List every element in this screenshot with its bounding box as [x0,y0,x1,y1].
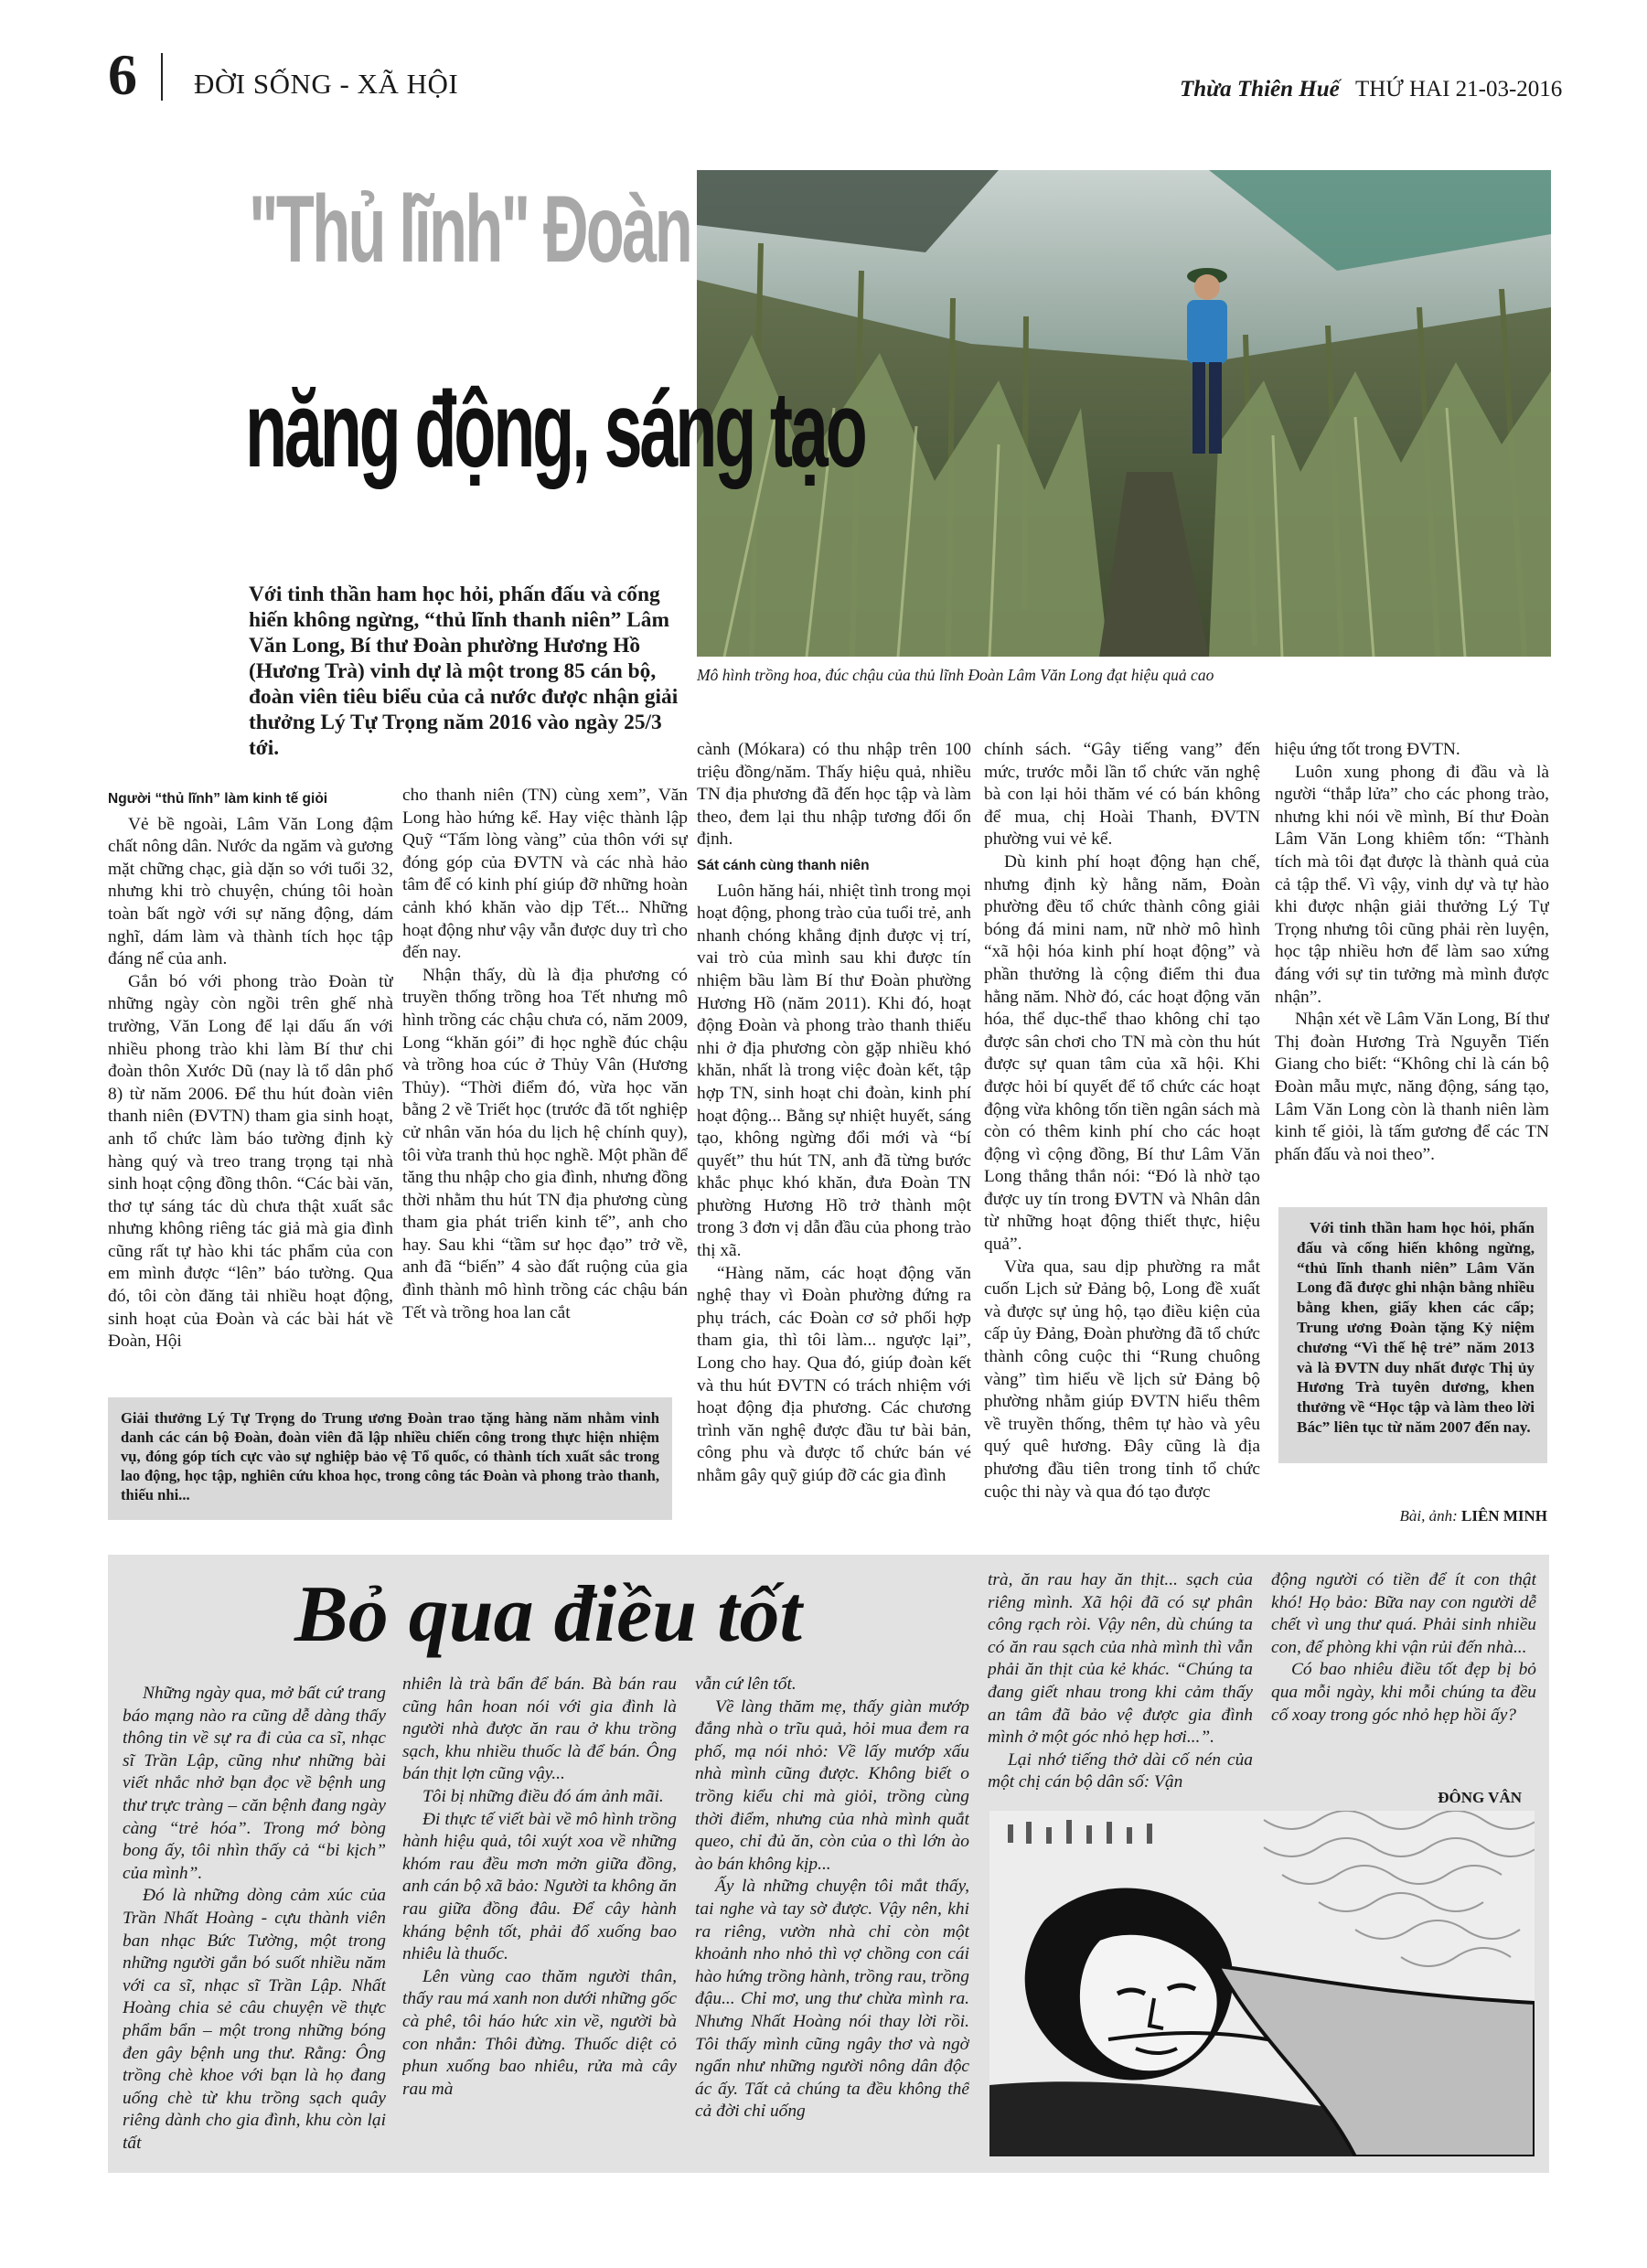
header-divider [161,53,163,101]
award-box [108,1397,672,1520]
award-text: Giải thưởng Lý Tự Trọng do Trung ương Đoàn trao tặng hàng năm nhằm vinh danh các cán bộ Đoàn, đoàn viên đã lập nhiều chiến công trong thực hiện nhiệm vụ, đóng góp tích cực vào sự nghiệp bảo vệ Tổ quốc, có thành tích xuất sắc trong lao động, học tập, nghiên cứu khoa học, trong công tác Đoàn và phong trào thanh, thiếu nhi... [121,1409,659,1503]
article-title-line2: năng động, sáng tạo [245,369,865,490]
paragraph: vẫn cứ lên tốt. [695,1674,797,1694]
paragraph: cành (Mókara) có thu nhập trên 100 triệu đồng/năm. Thấy hiệu quả, nhiều TN địa phương đã đến học tập và làm theo, đem lại thu nhập tương đối ổn định. [697,740,971,850]
article2-byline: ĐÔNG VÂN [1438,1789,1522,1806]
article-lead: Với tinh thần ham học hỏi, phấn đấu và cống hiến không ngừng, “thủ lĩnh thanh niên” Lâm Văn Long, Bí thư Đoàn phường Hương Hồ (Hương Trà) vinh dự là một trong 85 cán bộ, đoàn viên tiêu biểu của cả nước được nhận giải thưởng Lý Tự Trọng năm 2016 vào ngày 25/3 tới. [249,583,679,760]
paragraph: Ấy là những chuyện tôi mắt thấy, tai nghe và tay sờ được. Vậy nên, khi ra riêng, vườn nhà chỉ còn một khoảnh nho nhỏ thì vợ chồng con cái hào hứng trồng hành, trồng rau, trồng đậu... Chỉ mơ, ung thư chừa mình ra. Nhưng Nhất Hoàng nói thay lời rồi. Tôi thấy mình cũng ngây thơ và ngờ ngẩn như những người nông dân độc ác ấy. Tất cả chúng ta đều không thể cả đời chỉ uống [695,1877,969,2122]
article2-column-5 [1271,1569,1536,1780]
paragraph: Lại nhớ tiếng thở dài cố nén của một chị cán bộ dân số: Vận [988,1749,1253,1792]
illustration-signature: V.Khoa [1000,2131,1043,2146]
paragraph: Gắn bó với phong trào Đoàn từ những ngày còn ngồi trên ghế nhà trường, Văn Long để lại dấu ấn với nhiều phong trào khi làm Bí thư chi đoàn thôn Xước Dũ (nay là tổ dân phố 8) từ năm 2006. Để thu hút đoàn viên thanh niên (ĐVTN) tham gia sinh hoạt, anh tổ chức làm báo tường định kỳ hàng quý và treo trang trọng tại nhà sinh hoạt cộng đồng thôn. “Các bài văn, thơ tự sáng tác dù chưa thật xuất sắc nhưng không riêng tác giả mà gia đình cũng rất tự hào khi tác phẩm của con em mình được “lên” báo tường. Qua đó, tôi còn đăng tải nhiều hoạt động, sinh hoạt của Đoàn và các bài hát về Đoàn, Hội [108,971,393,1352]
paragraph: Nhận thấy, dù là địa phương có truyền thống trồng hoa Tết nhưng mô hình trồng các chậu chưa có, năm 2009, Long “khăn gói” đi học nghề đúc chậu và trồng hoa cúc ở Thủy Vân (Hương Thủy). “Thời điểm đó, vừa học văn bằng 2 về Triết học (trước đã tốt nghiệp cử nhân văn hóa du lịch hệ chính quy), tôi vừa tranh thủ học nghề. Một phần để tăng thu nhập cho gia đình, nhưng đồng thời nhằm thu hút TN địa phương cùng tham gia phát triển kinh tế”, anh cho hay. Sau khi “tầm sư học đạo” trở về, anh đã “biến” 4 sào đất ruộng của gia đình thành mô hình trồng các chậu bán Tết và trồng hoa lan cắt [402,965,688,1322]
paragraph: Những ngày qua, mở bất cứ trang báo mạng nào ra cũng dễ dàng thấy thông tin về sự ra đi của ca sĩ, nhạc sĩ Trần Lập, cũng như những bài viết nhắc nhở bạn đọc về bệnh ung thư trực tràng – căn bệnh đang ngày càng “trẻ hóa”. Trong mớ bòng bong ấy, tôi nhìn thấy cả “bi kịch” của mình”. [123,1684,386,1883]
paragraph: động người có tiền để ít con thật khó! Họ bảo: Bữa nay con người dễ chết vì ung thư quá. Phải sinh nhiều con, để phòng khi vận rủi đến nhà... [1271,1570,1536,1657]
article1-column-5 [1275,739,1549,1205]
byline [1280,1507,1547,1525]
paragraph: hiệu ứng tốt trong ĐVTN. [1275,740,1460,759]
subhead: Sát cánh cùng thanh niên [697,857,870,873]
article1-column-3 [697,739,971,1525]
article2-column-2 [402,1674,677,2158]
paragraph: chính sách. “Gây tiếng vang” đến mức, trước mỗi lần tổ chức văn nghệ bà con lại hỏi thăm vé có bán không để mua, chị Hoài Thanh, ĐVTN phường vui vẻ kể. [984,740,1260,850]
byline-name: LIÊN MINH [1461,1507,1547,1524]
photo-caption: Mô hình trồng hoa, đúc chậu của thủ lĩnh Đoàn Lâm Văn Long đạt hiệu quả cao [697,666,1214,684]
paragraph: Lên vùng cao thăm người thân, thấy rau má xanh non dưới những gốc cà phê, tôi háo hức xin về, người bà con nhắn: Thôi đừng. Thuốc diệt cỏ phun xuống bao nhiêu, rửa mà cây rau mà [402,1966,677,2099]
article1-column-2 [402,785,688,1425]
article2-column-3 [695,1674,969,2158]
paragraph: cho thanh niên (TN) cùng xem”, Văn Long hào hứng kể. Hay việc thành lập Quỹ “Tấm lòng vàng” của thôn với sự đóng góp của ĐVTN và các nhà hảo tâm để có kinh phí giúp đỡ những hoàn cảnh khó khăn vào dịp Tết... Những hoạt động như vậy vẫn được duy trì cho đến nay. [402,786,688,963]
paragraph: Nhận xét về Lâm Văn Long, Bí thư Thị đoàn Hương Trà Nguyễn Tiến Giang cho biết: “Không chỉ là cán bộ Đoàn mẫu mực, năng động, sáng tạo, Lâm Văn Long còn là thanh niên làm kinh tế giỏi, là tấm gương để các TN phấn đấu và noi theo”. [1275,1010,1549,1164]
paragraph: Tôi bị những điều đó ám ảnh mãi. [422,1786,664,1806]
paragraph: nhiên là trà bẩn để bán. Bà bán rau cũng hân hoan nói với gia đình là người nhà được ăn rau ở khu trồng sạch, khu nhiều thuốc là để bán. Ông bán thịt lợn cũng vậy... [402,1674,677,1784]
paragraph: Luôn xung phong đi đầu và là người “thắp lửa” cho các phong trào, nhưng khi nói về mình, Bí thư Đoàn Lâm Văn Long khiêm tốn: “Thành tích mà tôi đạt được là thành quả của cả tập thể. Vì vậy, vinh dự và tự hào khi được nhận giải thưởng Lý Tự Trọng nhưng tôi cũng phải rèn luyện, học tập nhiều hơn để làm sao xứng đáng với sự tin tưởng mà mình được nhận”. [1275,762,1549,1007]
paragraph: Về làng thăm mẹ, thấy giàn mướp đắng nhà o trĩu quả, hỏi mua đem ra phố, mạ nói nhỏ: Về lấy mướp xấu nhà mình cũng được. Không biết o trồng kiểu chi mà giỏi, trồng cùng thời điểm, nhưng của nhà mình quắt queo, chỉ đủ ăn, còn của o thì lớn ào ào bán không kịp... [695,1696,969,1874]
paragraph: Đó là những dòng cảm xúc của Trần Nhất Hoàng - cựu thành viên ban nhạc Bức Tường, một trong những người gắn bó suốt nhiều năm với ca sĩ, nhạc sĩ Trần Lập. Nhất Hoàng chia sẻ câu chuyện về thực phẩm bẩn – một trong những bóng đen gây bệnh ung thư. Rằng: Ông trồng chè khoe với bạn là họ đang uống chè từ khu trồng sạch quây riêng dành cho gia đình, khu còn lại tất [123,1886,386,2153]
article2-title: Bỏ qua điều tốt [294,1570,802,1659]
subhead: Người “thủ lĩnh” làm kinh tế giỏi [108,791,328,807]
article2-column-1 [123,1683,386,2158]
article2-column-4 [988,1569,1253,1798]
paragraph: Vẻ bề ngoài, Lâm Văn Long đậm chất nông dân. Nước da ngăm và gương mặt chững chạc, già dặn so với tuổi 32, nhưng khi trò chuyện, chúng tôi hoàn toàn bất ngờ với sự năng động, dám nghĩ, dám làm và thành tích học tập đáng nể của anh. [108,814,393,969]
article2-illustration [989,1811,1535,2156]
paper-name: Thừa Thiên Huế [1180,77,1340,102]
sidebar-box [1278,1207,1547,1463]
sidebar-text: Với tinh thần ham học hỏi, phấn đấu và cống hiến không ngừng, “thủ lĩnh thanh niên” Lâm Văn Long đã được ghi nhận bằng nhiều bằng khen, giấy khen các cấp; Trung ương Đoàn tặng Kỷ niệm chương “Vì thế hệ trẻ” năm 2013 và là ĐVTN duy nhất được Thị ủy Hương Trà tuyên dương, khen thưởng về “Học tập và làm theo lời Bác” liên tục từ năm 2007 đến nay. [1297,1219,1535,1436]
paragraph: Dù kinh phí hoạt động hạn chế, nhưng định kỳ hằng năm, Đoàn phường đều tổ chức thành công giải bóng đá mini nam, nữ nhờ mô hình “xã hội hóa kinh phí hoạt động” và phần thưởng là cộng điểm thi đua hằng năm. Nhờ đó, các hoạt động văn hóa, thể dục-thể thao không chỉ tạo được sân chơi cho TN mà còn thu hút được sự quan tâm của xã hội. Khi được hỏi bí quyết để tổ chức các hoạt động vừa không tốn tiền ngân sách mà còn có thêm kinh phí cho các hoạt động vì cộng đồng, Bí thư Lâm Văn Long thẳng thắn nói: “Đó là nhờ tạo được uy tín trong ĐVTN và Nhân dân từ những hoạt động thiết thực, hiệu quả”. [984,851,1260,1255]
byline-label: Bài, ảnh: [1399,1507,1458,1524]
paragraph: Có bao nhiêu điều tốt đẹp bị bỏ qua mỗi ngày, khi mỗi chúng ta đều cố xoay trong góc nhỏ hẹp hồi ấy? [1271,1660,1536,1725]
paragraph: trà, ăn rau hay ăn thịt... sạch của riêng mình. Xã hội đã có sự phân công rạch ròi. Vậy nên, dù chúng ta có ăn rau sạch của nhà mình thì vẫn phải ăn thịt của kẻ khác. “Chúng ta đang giết nhau trong khi cảm thấy an tâm đã bảo vệ được gia đình mình ở một góc nhỏ hẹp hơi...”. [988,1570,1253,1748]
article-title-line1: "Thủ lĩnh" Đoàn [249,177,691,283]
section-label: ĐỜI SỐNG - XÃ HỘI [194,68,459,100]
paragraph: Vừa qua, sau dịp phường ra mắt cuốn Lịch sử Đảng bộ, Long đề xuất và được sự ủng hộ, tạo điều kiện của cấp ủy Đảng, Đoàn phường đã tổ chức thành công cuộc thi “Rung chuông vàng” tìm hiểu về lịch sử Đảng bộ phường nhằm giúp ĐVTN hiểu thêm về truyền thống, thêm tự hào và yêu quý quê hương. Đây cũng là địa phương đầu tiên trong tỉnh tổ chức cuộc thi này và qua đó tạo được [984,1257,1260,1502]
paragraph: Đi thực tế viết bài về mô hình trồng hành hiệu quả, tôi xuýt xoa về những khóm rau đều mơn mởn giữa đồng, anh cán bộ xã bảo: Người ta không ăn rau giữa đồng đâu. Để cây hành kháng bệnh tốt, phải đổ xuống bao nhiêu là thuốc. [402,1809,677,1964]
sick-man-sketch [989,1811,1535,2156]
article1-column-1 [108,785,393,1425]
article1-column-4 [984,739,1260,1525]
issue-date: THỨ HAI 21-03-2016 [1355,77,1563,102]
paragraph: Luôn hăng hái, nhiệt tình trong mọi hoạt động, phong trào của tuổi trẻ, anh nhanh chóng khẳng định được vị trí, vai trò của mình sau khi được tín nhiệm bầu làm Bí thư Đoàn phường Hương Hồ (năm 2011). Khi đó, hoạt động Đoàn và phong trào thanh thiếu nhi ở địa phương còn gặp nhiều khó khăn, nhất là trong việc đoàn kết, tập hợp TN, sinh hoạt chi đoàn, kinh phí hoạt động... Bằng sự nhiệt huyết, sáng tạo, không ngừng đổi mới và “bí quyết” thu hút TN, anh đã từng bước khắc phục khó khăn, đưa Đoàn TN phường Hương Hồ trở thành một trong 3 đơn vị dẫn đầu của phong trào thị xã. [697,881,971,1261]
paragraph: “Hàng năm, các hoạt động văn nghệ thay vì Đoàn phường đứng ra phụ trách, các Đoàn cơ sở phối hợp tham gia, thì tôi làm... ngược lại”, Long cho hay. Qua đó, giúp đoàn kết và thu hút ĐVTN có trách nhiệm với hoạt động địa phương. Các chương trình văn nghệ được đầu tư bài bản, công phu và được tổ chức bán vé nhằm gây quỹ giúp đỡ các gia đình [697,1263,971,1485]
page-number: 6 [108,42,137,107]
